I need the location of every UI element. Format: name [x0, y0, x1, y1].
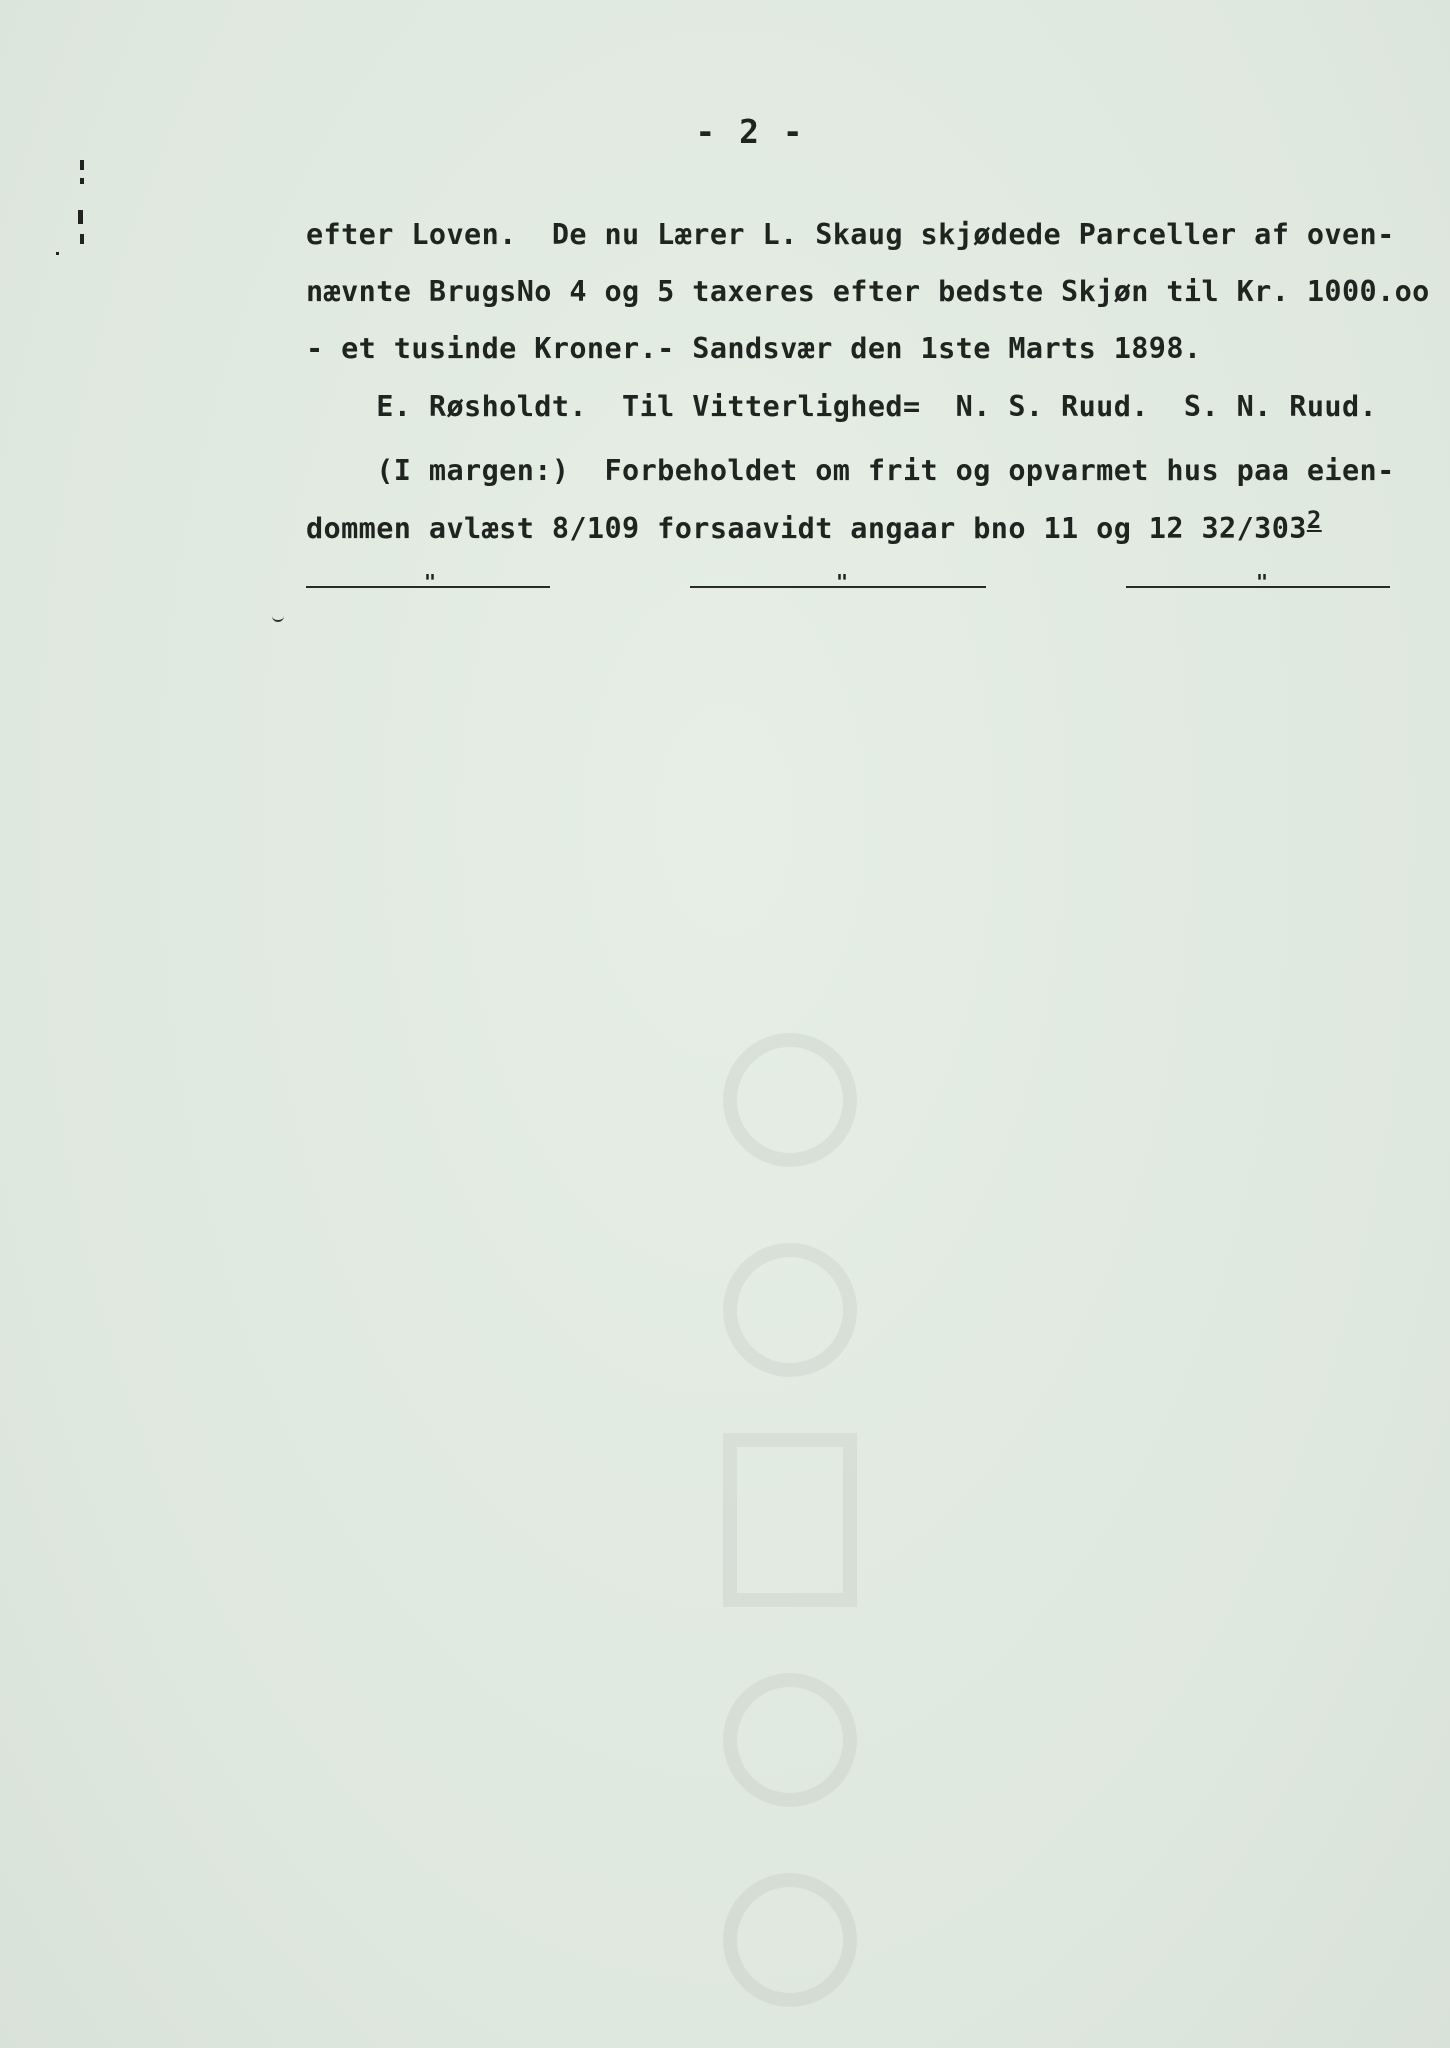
page-number: - 2 - — [695, 112, 805, 151]
ditto-mark: " — [424, 570, 437, 594]
text-line: (I margen:) Forbeholdet om frit og opvarmet hus paa eien- — [306, 454, 1395, 487]
stray-mark — [272, 616, 284, 622]
bleed-through-stamp — [700, 980, 880, 2040]
margin-mark — [80, 234, 84, 244]
ditto-mark: " — [1256, 570, 1269, 594]
text-line: E. Røsholdt. Til Vitterlighed= N. S. Ruud. S. N. Ruud. — [306, 390, 1378, 423]
ditto-mark: " — [836, 570, 849, 594]
superscript: 2 — [1306, 506, 1322, 534]
text-line: - et tusinde Kroner.- Sandsvær den 1ste Marts 1898. — [306, 332, 1202, 365]
margin-mark — [56, 252, 59, 255]
margin-mark — [78, 210, 83, 224]
margin-mark — [80, 178, 84, 184]
margin-mark — [80, 160, 84, 170]
text-line-body: dommen avlæst 8/109 forsaavidt angaar bno 11 og 12 32/303 — [306, 512, 1307, 545]
text-line-with-superscript — [306, 506, 1322, 545]
text-line: nævnte BrugsNo 4 og 5 taxeres efter bedste Skjøn til Kr. 1000.oo — [306, 275, 1430, 308]
text-line: efter Loven. De nu Lærer L. Skaug skjødede Parceller af oven- — [306, 218, 1395, 251]
